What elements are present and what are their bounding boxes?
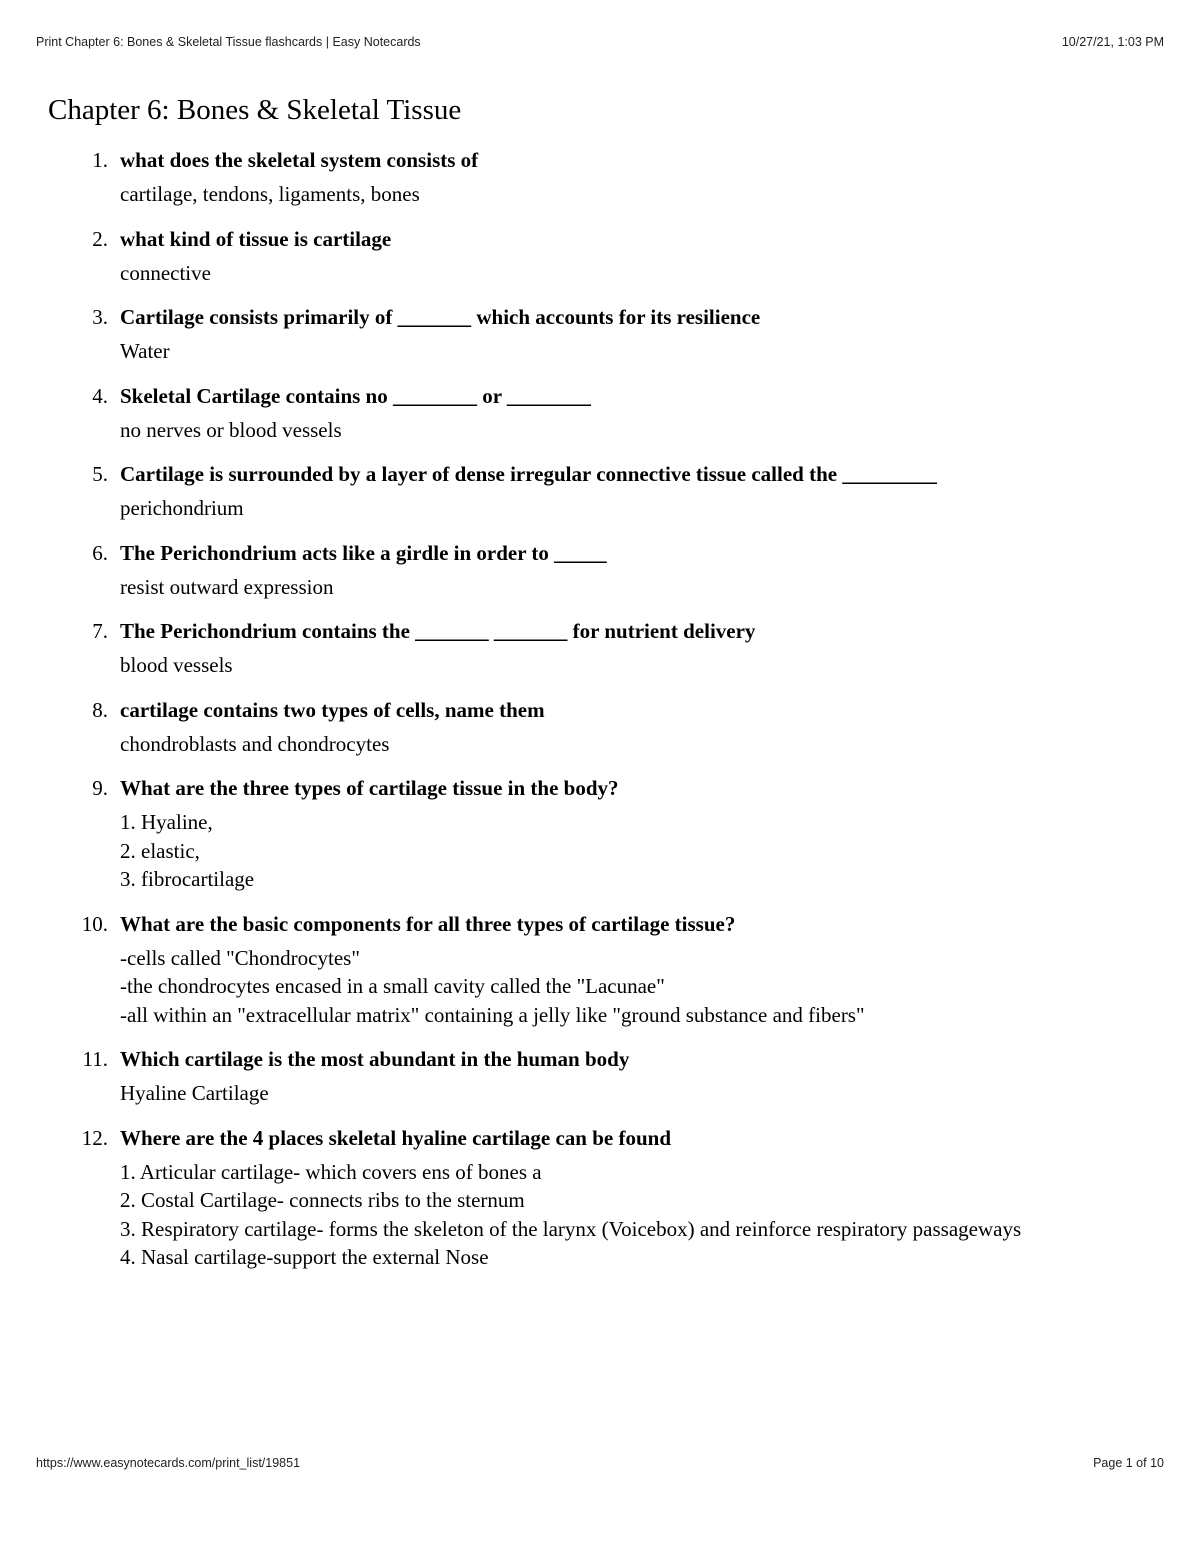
flashcard-item — [0, 145, 1200, 209]
answer-line: 3. Respiratory cartilage- forms the skeleton of the larynx (Voicebox) and reinforce respiratory passageways — [120, 1216, 1022, 1241]
card-number: 6. — [92, 540, 108, 565]
answer-line: blood vessels — [120, 653, 233, 677]
flashcard-item — [0, 224, 1200, 288]
card-question: What are the basic components for all three types of cartilage tissue? — [120, 911, 736, 936]
flashcard-item — [0, 1123, 1200, 1272]
answer-line: 3. fibrocartilage — [120, 867, 255, 891]
answer-line: -cells called "Chondrocytes" — [120, 945, 360, 970]
answer-line: Hyaline Cartilage — [120, 1081, 269, 1105]
card-answer — [120, 1158, 1200, 1272]
answer-line: no nerves or blood vessels — [120, 417, 342, 442]
card-answer — [120, 651, 1200, 680]
flashcard-list — [0, 145, 1200, 1287]
card-number: 9. — [92, 776, 108, 800]
answer-line: -the chondrocytes encased in a small cavity called the "Lacunae" — [120, 974, 665, 998]
card-answer — [120, 1079, 1200, 1108]
answer-line: -all within an "extracellular matrix" containing a jelly like "ground substance and fibers" — [120, 1002, 865, 1027]
flashcard-item — [0, 1044, 1200, 1108]
card-number: 2. — [92, 226, 108, 251]
answer-line: chondroblasts and chondrocytes — [120, 731, 390, 756]
card-number: 5. — [92, 462, 108, 486]
source-url: https://www.easynotecards.com/print_list/19851 — [36, 1456, 301, 1470]
card-question: Which cartilage is the most abundant in the human body — [120, 1047, 630, 1071]
flashcard-item — [0, 459, 1200, 523]
flashcard-item — [0, 909, 1200, 1030]
answer-line: 4. Nasal cartilage-support the external Nose — [120, 1245, 489, 1269]
print-header — [36, 35, 1164, 49]
print-header-title: Print Chapter 6: Bones & Skeletal Tissue flashcards | Easy Notecards — [36, 35, 421, 49]
card-answer — [120, 808, 1200, 894]
flashcard-item — [0, 695, 1200, 759]
card-number: 12. — [81, 1125, 108, 1150]
card-answer — [120, 259, 1200, 288]
answer-line: 1. Articular cartilage- which covers ens of bones a — [120, 1159, 542, 1184]
flashcard-item — [0, 538, 1200, 602]
card-question: Cartilage consists primarily of _______ which accounts for its resilience — [120, 305, 761, 329]
flashcard-item — [0, 302, 1200, 366]
card-number: 10. — [81, 911, 108, 936]
card-question: what does the skeletal system consists of — [120, 148, 479, 172]
flashcard-item — [0, 381, 1200, 445]
page-title: Chapter 6: Bones & Skeletal Tissue — [48, 94, 462, 126]
answer-line: connective — [120, 260, 211, 285]
card-question: The Perichondrium contains the _______ _______ for nutrient delivery — [120, 619, 756, 643]
page-number: Page 1 of 10 — [1093, 1456, 1164, 1470]
card-question: Skeletal Cartilage contains no ________ or ________ — [120, 383, 591, 408]
card-number: 8. — [92, 697, 108, 722]
answer-line: perichondrium — [120, 496, 244, 520]
card-number: 3. — [92, 305, 108, 329]
card-answer — [120, 337, 1200, 366]
answer-line: cartilage, tendons, ligaments, bones — [120, 182, 420, 206]
print-timestamp: 10/27/21, 1:03 PM — [1061, 35, 1164, 49]
card-number: 7. — [92, 619, 108, 643]
card-question: Cartilage is surrounded by a layer of dense irregular connective tissue called the _________ — [120, 462, 937, 486]
card-answer — [120, 494, 1200, 523]
card-question: what kind of tissue is cartilage — [120, 226, 392, 251]
card-number: 1. — [92, 148, 108, 172]
print-footer — [36, 1456, 1164, 1470]
card-answer — [120, 180, 1200, 209]
card-answer — [120, 416, 1200, 445]
card-question: cartilage contains two types of cells, name them — [120, 697, 545, 722]
card-answer — [120, 730, 1200, 759]
flashcard-item — [0, 616, 1200, 680]
card-answer — [120, 573, 1200, 602]
answer-line: 1. Hyaline, — [120, 810, 213, 834]
answer-line: Water — [120, 339, 170, 363]
card-question: Where are the 4 places skeletal hyaline cartilage can be found — [120, 1125, 672, 1150]
answer-line: resist outward expression — [120, 574, 334, 599]
card-question: What are the three types of cartilage tissue in the body? — [120, 776, 619, 800]
card-question: The Perichondrium acts like a girdle in order to _____ — [120, 540, 607, 565]
flashcard-item — [0, 773, 1200, 894]
answer-line: 2. Costal Cartilage- connects ribs to the sternum — [120, 1188, 525, 1212]
card-number: 4. — [92, 383, 108, 408]
card-answer — [120, 944, 1200, 1030]
answer-line: 2. elastic, — [120, 838, 200, 863]
card-number: 11. — [82, 1047, 108, 1071]
